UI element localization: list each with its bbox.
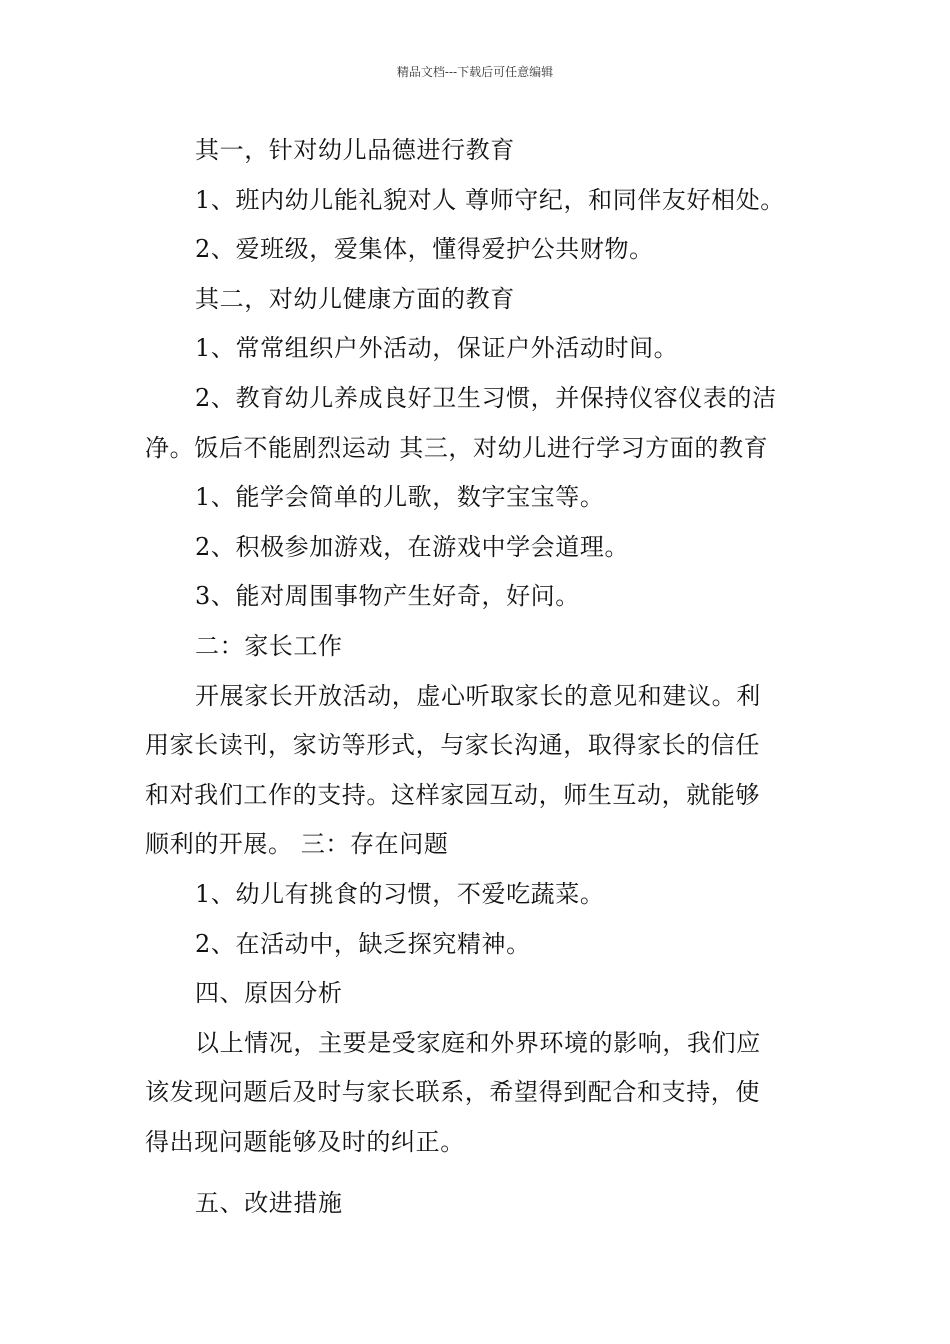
paragraph-line: 2、爱班级，爱集体，懂得爱护公共财物。 (195, 235, 654, 264)
paragraph-line: 得出现问题能够及时的纠正。 (145, 1127, 465, 1156)
paragraph-line: 1、班内幼儿能礼貌对人 尊师守纪，和同伴友好相处。 (195, 185, 785, 214)
paragraph-line: 2、在活动中，缺乏探究精神。 (195, 929, 531, 958)
paragraph-line: 3、能对周围事物产生好奇，好问。 (195, 582, 580, 611)
paragraph-line: 2、教育幼儿养成良好卫生习惯，并保持仪容仪表的洁 (195, 383, 777, 412)
section-heading-improvement: 五、改进措施 (195, 1189, 343, 1218)
section-heading-moral: 其一，针对幼儿品德进行教育 (195, 136, 515, 164)
paragraph-line: 1、幼儿有挑食的习惯，不爱吃蔬菜。 (195, 879, 605, 908)
section-heading-parents: 二：家长工作 (195, 631, 343, 660)
paragraph-line: 以上情况，主要是受家庭和外界环境的影响，我们应 (195, 1028, 761, 1057)
page-header: 精品文档---下载后可任意编辑 (396, 65, 554, 79)
section-heading-analysis: 四、原因分析 (195, 979, 343, 1008)
section-heading-health: 其二，对幼儿健康方面的教育 (195, 284, 515, 313)
paragraph-line: 该发现问题后及时与家长联系，希望得到配合和支持，使 (145, 1078, 760, 1107)
paragraph-line: 1、常常组织户外活动，保证户外活动时间。 (195, 334, 679, 363)
paragraph-line: 和对我们工作的支持。这样家园互动，师生互动，就能够 (145, 780, 760, 809)
paragraph-line: 2、积极参加游戏，在游戏中学会道理。 (195, 532, 630, 561)
document-body (145, 126, 815, 1229)
paragraph-line: 净。饭后不能剧烈运动 其三，对幼儿进行学习方面的教育 (145, 433, 769, 462)
paragraph-spacer (145, 1167, 815, 1179)
paragraph-line: 1、能学会简单的儿歌，数字宝宝等。 (195, 483, 605, 512)
paragraph-line: 用家长读刊，家访等形式，与家长沟通，取得家长的信任 (145, 731, 760, 760)
paragraph-line: 顺利的开展。 三：存在问题 (145, 830, 449, 859)
paragraph-line: 开展家长开放活动，虚心听取家长的意见和建议。利 (195, 681, 761, 710)
